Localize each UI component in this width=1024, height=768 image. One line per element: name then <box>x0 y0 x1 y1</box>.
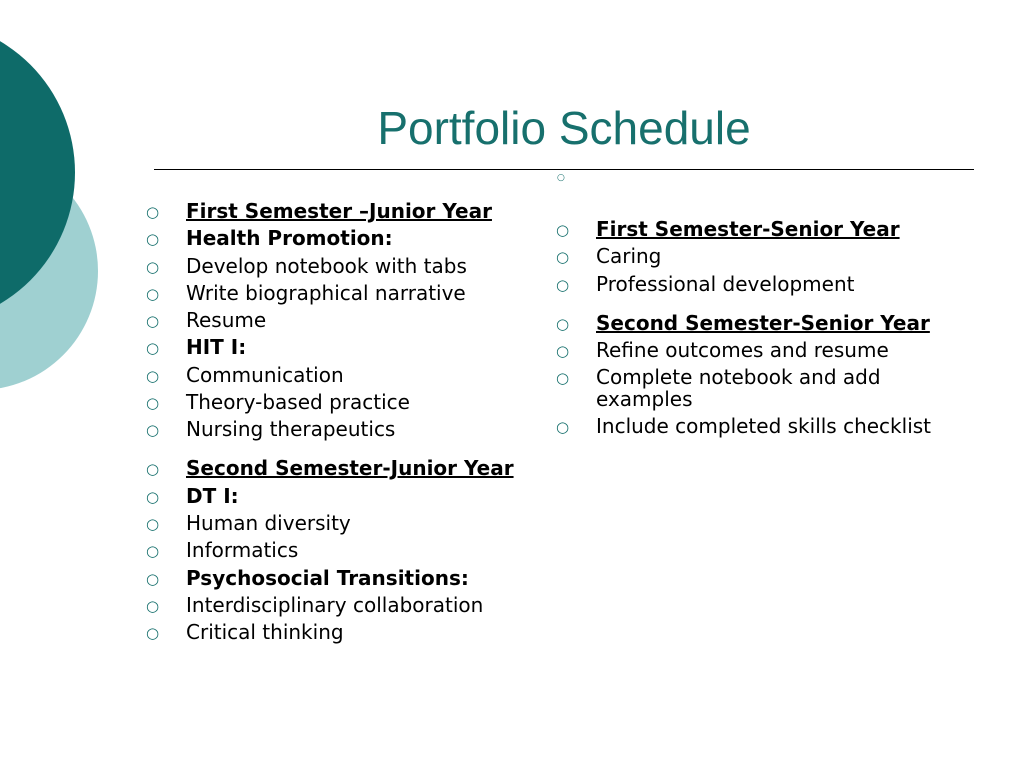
list-item-text: Refine outcomes and resume <box>596 337 889 362</box>
bullet-icon: ○ <box>146 624 160 643</box>
list-item-text: Theory-based practice <box>186 390 410 415</box>
list-item <box>146 309 536 331</box>
list-item <box>556 273 956 295</box>
list-item-text: Critical thinking <box>186 620 344 645</box>
bullet-icon: ○ <box>146 421 160 440</box>
bullet-icon: ○ <box>556 275 570 294</box>
list-item-text: Human diversity <box>186 510 351 535</box>
list-item <box>146 485 536 507</box>
list-item-text: Develop notebook with tabs <box>186 253 467 278</box>
list-item-text: Write biographical narrative <box>186 280 466 305</box>
bullet-icon: ○ <box>146 203 160 221</box>
list-item-text: Nursing therapeutics <box>186 417 396 442</box>
list-item <box>556 245 956 267</box>
list-item <box>146 391 536 413</box>
list-item-text: Caring <box>596 244 662 269</box>
bullet-icon: ○ <box>146 460 160 479</box>
list-item-text: Health Promotion: <box>186 226 393 251</box>
list-item-text: Professional development <box>596 271 855 296</box>
list-item <box>556 218 956 240</box>
list-item <box>146 227 536 249</box>
section-heading: Second Semester-Senior Year <box>596 310 930 335</box>
bullet-icon: ○ <box>146 569 160 588</box>
bullet-icon: ○ <box>146 257 160 276</box>
list-item <box>146 255 536 277</box>
list-item-text: Communication <box>186 362 344 387</box>
bullet-icon: ○ <box>556 314 570 333</box>
list-item <box>146 364 536 386</box>
section-heading: First Semester –Junior Year <box>186 199 492 223</box>
bullet-icon: ○ <box>146 284 160 303</box>
list-item <box>146 594 536 616</box>
section-heading: First Semester-Senior Year <box>596 217 900 241</box>
bullet-icon: ○ <box>146 394 160 413</box>
bullet-icon: ○ <box>146 366 160 385</box>
list-item-text: Resume <box>186 308 267 333</box>
bullet-icon: ○ <box>556 369 570 388</box>
list-item <box>146 200 536 222</box>
left-column-list <box>146 200 536 648</box>
title-divider <box>154 169 974 170</box>
right-column-list <box>556 218 956 443</box>
list-item <box>556 415 956 437</box>
bullet-icon: ○ <box>146 487 160 506</box>
list-item <box>556 312 956 334</box>
bullet-icon: ○ <box>146 542 160 561</box>
list-item <box>556 366 956 410</box>
bullet-icon: ○ <box>146 596 160 615</box>
list-item-text: Psychosocial Transitions: <box>186 565 469 590</box>
bullet-icon: ○ <box>146 514 160 533</box>
slide-title: Portfolio Schedule <box>377 102 751 154</box>
list-item <box>146 512 536 534</box>
list-item-text: Interdisciplinary collaboration <box>186 592 484 617</box>
list-item <box>146 539 536 561</box>
bullet-icon: ○ <box>556 341 570 360</box>
bullet-icon: ○ <box>556 418 570 437</box>
list-item <box>146 282 536 304</box>
bullet-icon: ○ <box>556 221 570 239</box>
bullet-icon: ○ <box>146 312 160 331</box>
list-item-text: Include completed skills checklist <box>596 414 932 439</box>
list-item <box>146 336 536 358</box>
bullet-icon: ○ <box>146 230 160 249</box>
list-item-text: Complete notebook and add examples <box>596 365 881 412</box>
list-item <box>146 418 536 440</box>
bullet-icon: ○ <box>146 339 160 358</box>
list-item <box>146 621 536 643</box>
list-item-text: Informatics <box>186 538 299 563</box>
list-item-text: HIT I: <box>186 335 247 360</box>
list-item <box>556 339 956 361</box>
bullet-icon: ○ <box>556 248 570 267</box>
section-heading: Second Semester-Junior Year <box>186 456 514 481</box>
list-item-text: DT I: <box>186 483 239 508</box>
list-item <box>146 567 536 589</box>
empty-bullet-icon: ○ <box>557 173 565 183</box>
list-item <box>146 457 536 479</box>
